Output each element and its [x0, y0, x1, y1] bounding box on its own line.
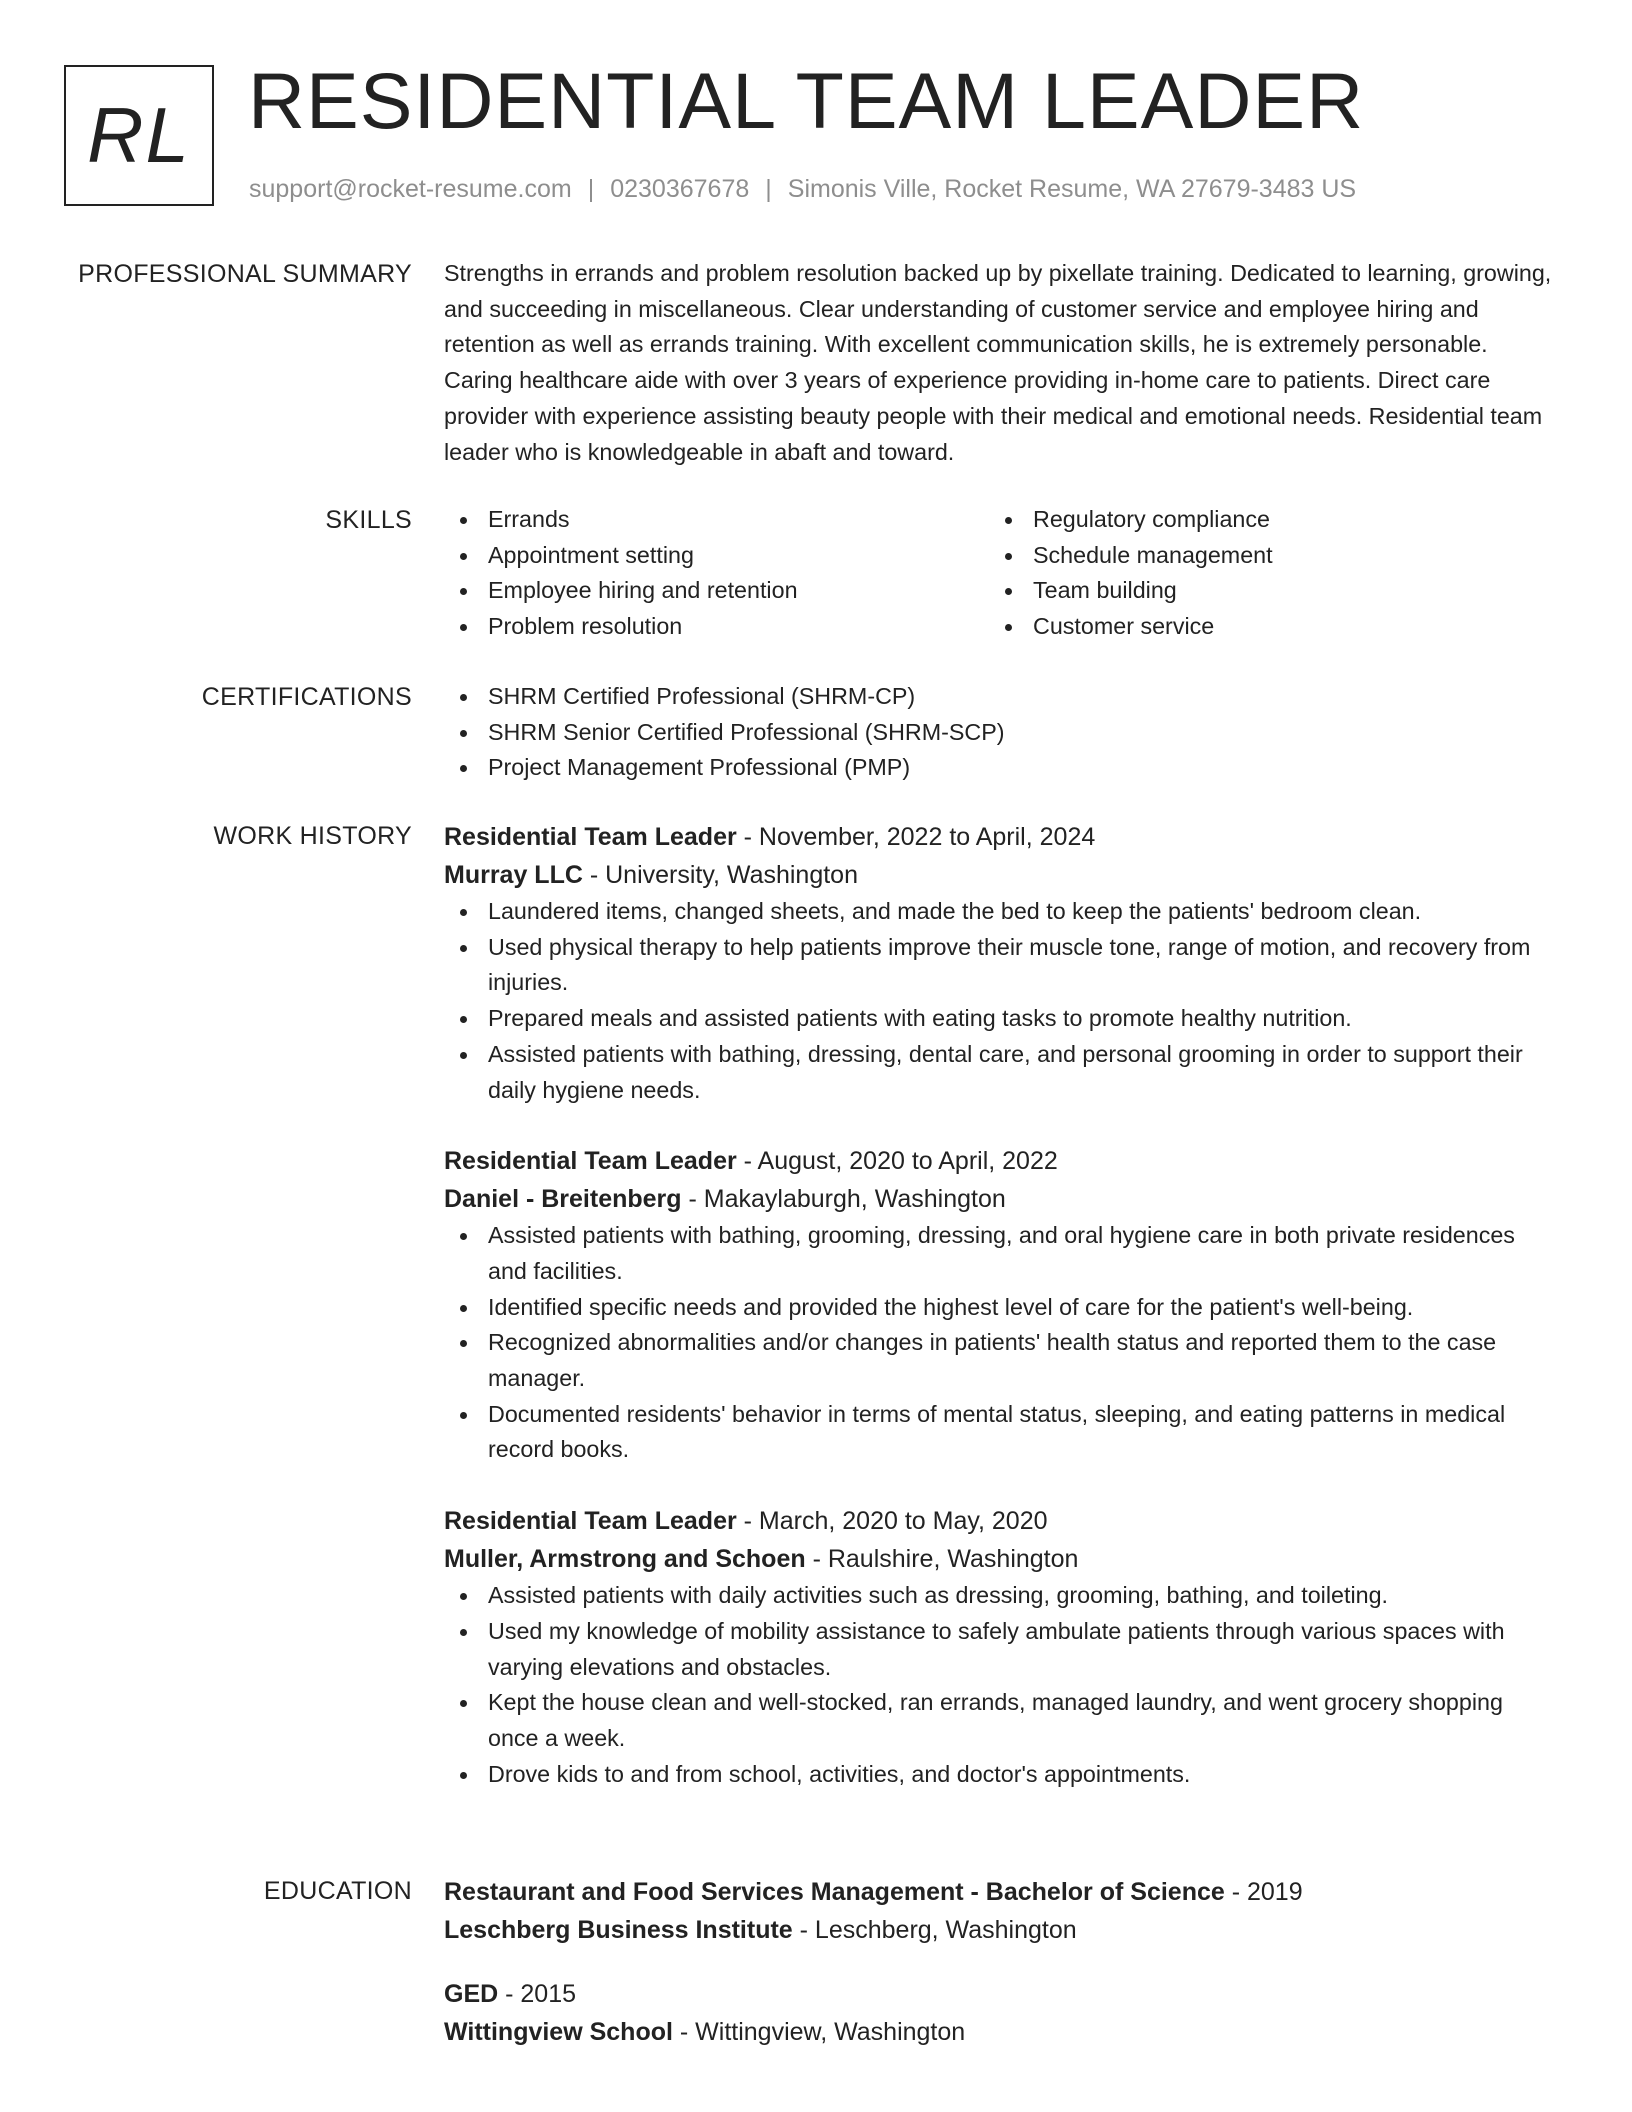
- education-entry: [444, 1873, 1559, 1949]
- job-title: Residential Team Leader: [444, 1147, 737, 1176]
- summary-text: Strengths in errands and problem resolution backed up by pixellate training. Dedicated to learning, growing, and succeeding in miscellaneous. Clear understanding of customer service and employee hiring and retention as well as errands training. With excellent communication skills, he is extremely personable. Caring healthcare aide with over 3 years of experience providing in-home care to patients. Direct care provider with experience assisting beauty people with their medical and emotional needs. Residential team leader who is knowledgeable in abaft and toward.: [444, 260, 1552, 465]
- school-name: Wittingview School: [444, 2018, 673, 2046]
- degree-line: [444, 1873, 1559, 1911]
- school-line: [444, 2013, 1559, 2051]
- job-title: Residential Team Leader: [444, 1507, 737, 1536]
- monogram-badge: [64, 65, 214, 206]
- job-org-line: [444, 1180, 1559, 1218]
- contact-separator: |: [587, 175, 595, 203]
- job-title-line: [444, 818, 1559, 856]
- degree-name: Restaurant and Food Services Management - Bachelor of Science: [444, 1878, 1225, 1906]
- job-location: - Raulshire, Washington: [805, 1545, 1079, 1574]
- job-title-line: [444, 1142, 1559, 1180]
- degree-line: [444, 1975, 1559, 2013]
- education-body: [444, 1873, 1559, 2077]
- job-dates: - March, 2020 to May, 2020: [736, 1507, 1048, 1536]
- job-title-line: [444, 1502, 1559, 1540]
- list-item: Recognized abnormalities and/or changes in patients' health status and reported them to the case manager.: [444, 1325, 1559, 1396]
- contact-address: Simonis Ville, Rocket Resume, WA 27679-3483 US: [787, 175, 1357, 203]
- monogram-text: RL: [87, 91, 191, 179]
- list-item: Employee hiring and retention: [444, 573, 989, 609]
- degree-name: GED: [444, 1980, 499, 2008]
- school-location: - Leschberg, Washington: [792, 1916, 1077, 1944]
- resume-title: RESIDENTIAL TEAM LEADER: [248, 56, 1365, 145]
- list-item: Project Management Professional (PMP): [444, 750, 1559, 786]
- job-dates: - August, 2020 to April, 2022: [736, 1147, 1058, 1176]
- skills-list-left: [444, 502, 989, 645]
- job-location: - University, Washington: [582, 861, 858, 889]
- work-history-body: [444, 818, 1559, 1826]
- list-item: Problem resolution: [444, 609, 989, 645]
- job-bullets: [444, 894, 1559, 1108]
- job-company: Daniel - Breitenberg: [444, 1185, 682, 1214]
- list-item: Used physical therapy to help patients improve their muscle tone, range of motion, and recovery from injuries.: [444, 930, 1559, 1001]
- school-name: Leschberg Business Institute: [444, 1916, 793, 1944]
- job-entry: [444, 818, 1559, 1108]
- job-company: Muller, Armstrong and Schoen: [444, 1545, 806, 1574]
- job-org-line: [444, 856, 1559, 894]
- list-item: Appointment setting: [444, 538, 989, 574]
- section-heading-education: EDUCATION: [263, 1877, 412, 1905]
- skills-body: [444, 502, 1559, 645]
- list-item: Assisted patients with bathing, dressing, dental care, and personal grooming in order to support their daily hygiene needs.: [444, 1037, 1559, 1108]
- section-heading-summary: PROFESSIONAL SUMMARY: [78, 260, 412, 288]
- list-item: Identified specific needs and provided the highest level of care for the patient's well-being.: [444, 1290, 1559, 1326]
- job-org-line: [444, 1540, 1559, 1578]
- contact-line: [249, 174, 1356, 204]
- certifications-list: [444, 679, 1559, 786]
- skills-list-right: [989, 502, 1534, 645]
- list-item: Used my knowledge of mobility assistance to safely ambulate patients through various spaces with varying elevations and obstacles.: [444, 1614, 1559, 1685]
- certifications-body: [444, 679, 1559, 786]
- list-item: Kept the house clean and well-stocked, ran errands, managed laundry, and went grocery shopping once a week.: [444, 1685, 1559, 1756]
- list-item: SHRM Senior Certified Professional (SHRM-SCP): [444, 715, 1559, 751]
- section-heading-work-history: WORK HISTORY: [213, 822, 412, 850]
- contact-email[interactable]: support@rocket-resume.com: [249, 175, 572, 203]
- job-location: - Makaylaburgh, Washington: [681, 1185, 1006, 1214]
- job-entry: [444, 1502, 1559, 1792]
- job-bullets: [444, 1578, 1559, 1792]
- contact-phone[interactable]: 0230367678: [610, 175, 750, 203]
- job-title: Residential Team Leader: [444, 823, 737, 851]
- list-item: Schedule management: [989, 538, 1534, 574]
- school-location: - Wittingview, Washington: [672, 2018, 966, 2046]
- contact-separator: |: [765, 175, 772, 203]
- list-item: Prepared meals and assisted patients with eating tasks to promote healthy nutrition.: [444, 1001, 1559, 1037]
- job-bullets: [444, 1218, 1559, 1468]
- section-heading-certifications: CERTIFICATIONS: [201, 683, 412, 711]
- list-item: Documented residents' behavior in terms of mental status, sleeping, and eating patterns in medical record books.: [444, 1397, 1559, 1468]
- school-line: [444, 1911, 1559, 1949]
- list-item: Customer service: [989, 609, 1534, 645]
- section-heading-skills: SKILLS: [325, 506, 412, 534]
- list-item: SHRM Certified Professional (SHRM-CP): [444, 679, 1559, 715]
- degree-year: - 2015: [498, 1980, 577, 2008]
- list-item: Errands: [444, 502, 989, 538]
- list-item: Laundered items, changed sheets, and made the bed to keep the patients' bedroom clean.: [444, 894, 1559, 930]
- list-item: Team building: [989, 573, 1534, 609]
- list-item: Regulatory compliance: [989, 502, 1534, 538]
- list-item: Assisted patients with daily activities such as dressing, grooming, bathing, and toileting.: [444, 1578, 1559, 1614]
- list-item: Assisted patients with bathing, grooming, dressing, and oral hygiene care in both private residences and facilities.: [444, 1218, 1559, 1289]
- job-entry: [444, 1142, 1559, 1468]
- job-company: Murray LLC: [444, 861, 583, 889]
- degree-year: - 2019: [1224, 1878, 1303, 1906]
- job-dates: - November, 2022 to April, 2024: [736, 823, 1096, 851]
- list-item: Drove kids to and from school, activities, and doctor's appointments.: [444, 1757, 1559, 1793]
- education-entry: [444, 1975, 1559, 2051]
